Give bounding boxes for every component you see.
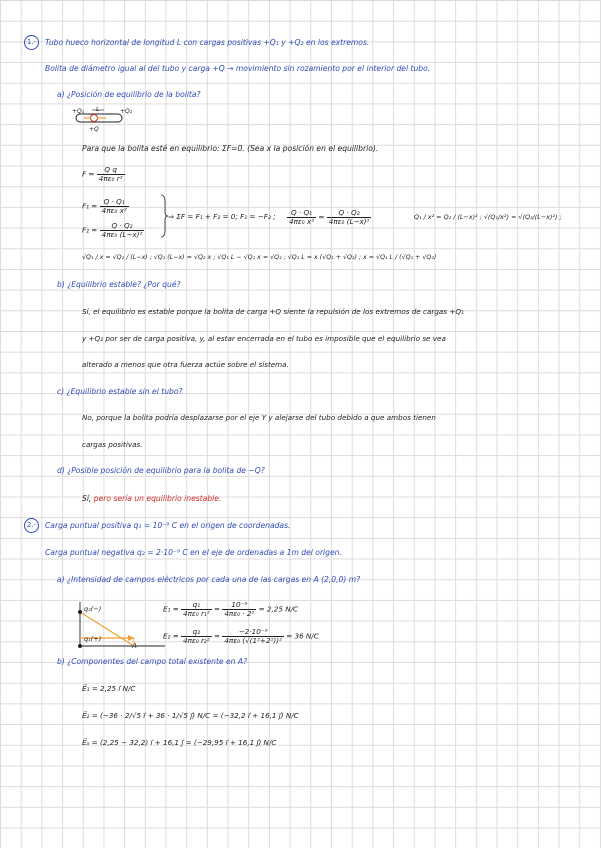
diagram-A-label: A [132, 642, 137, 650]
problem-number-1: 1.- [24, 35, 39, 50]
eq-F-den: 4πε₀ r² [98, 174, 123, 183]
eq-F1-den: 4πε₀ x² [101, 206, 127, 215]
eq-E1-equals: = [214, 604, 221, 614]
eq-F1-label: F₁ = [82, 201, 98, 211]
problem2-b-line1: E⃗₁ = 2,25 i⃗ N/C [82, 684, 136, 693]
eq-E1-result: = 2,25 N/C [258, 604, 299, 614]
eq-E2 [163, 628, 319, 645]
eq-F1 [82, 198, 129, 215]
problem2-line1: Carga puntual positiva q₁ = 10⁻⁹ C en el origen de coordenadas. [45, 521, 291, 530]
eq-E2-mid-num: −2·10⁻⁹ [222, 628, 284, 637]
eq-F2-label: F₂ = [82, 225, 98, 235]
problem1-line2: Bolita de diámetro igual al del tubo y carga +Q → movimiento sin rozamiento por el interior del tubo. [45, 64, 431, 73]
diagram-q2-label: q₂(−) [84, 605, 102, 613]
problem1-question-c: c) ¿Equilibrio estable sin el tubo? [57, 387, 183, 396]
problem2-line2: Carga puntual negativa q₂ = 2·10⁻⁹ C en el eje de ordenadas a 1m del origen. [45, 548, 342, 557]
problem1-question-b: b) ¿Equilibrio estable? ¿Por qué? [57, 280, 181, 289]
eq-ratio [287, 209, 371, 226]
brace [160, 194, 168, 238]
problem1-d-text [82, 494, 221, 504]
eq-E2-mid-den: 4πε₀ (√(1²+2²))² [224, 636, 282, 645]
problem1-question-d: d) ¿Posible posición de equilibrio para la bolita de −Q? [57, 466, 265, 475]
eq-simplified: Q₁ / x² = Q₂ / (L−x)² ; √(Q₁/x²) = √(Q₂/(L−x)²) ; [414, 213, 562, 221]
eq-ratio-left-den: 4πε₀ x² [289, 217, 315, 226]
problem1-b-text1: Sí, el equilibrio es estable porque la bolita de carga +Q siente la repulsión de los extremos de cargas +Q₁ [82, 307, 464, 316]
problem1-d-text-b: pero sería un equilibrio inestable. [91, 494, 222, 503]
eq-E1-mid-den: 4πε₀ · 2² [224, 609, 255, 618]
problem-number-2: 2.- [24, 518, 39, 533]
problem1-c-text2: cargas positivas. [82, 440, 143, 449]
problem1-d-text-a: Sí, [82, 494, 92, 503]
eq-F [82, 166, 125, 183]
eq-E1 [163, 601, 298, 618]
problem1-question-a: a) ¿Posición de equilibrio de la bolita? [57, 90, 201, 99]
eq-ratio-equals: = [318, 212, 325, 222]
eq-F-label: F = [82, 169, 95, 179]
eq-E1-label: E₁ = [163, 604, 179, 614]
diagram-q1-label: +Q₁ [72, 108, 85, 115]
eq-E2-label: E₂ = [163, 631, 179, 641]
problem2-question-b: b) ¿Componentes del campo total existente en A? [57, 657, 248, 666]
eq-ratio-left-num: Q · Q₁ [287, 209, 316, 218]
eq-E2-num: q₂ [181, 628, 212, 637]
problem1-a-text: Para que la bolita esté en equilibrio: ΣF=0. (Sea x la posición en el equilibrio). [82, 144, 379, 153]
eq-sum: ⇒ ΣF = F₁ + F₂ = 0; F₁ = −F₂ ; [168, 212, 276, 221]
eq-ratio-right-den: 4πε₀ (L−x)² [328, 217, 370, 226]
eq-F2-den: 4πε₀ (L−x)² [101, 230, 143, 239]
eq-F2-num: Q · Q₂ [100, 222, 145, 231]
problem1-b-text3: alterado a menos que otra fuerza actúe sobre el sistema. [82, 360, 289, 369]
eq-E2-equals: = [214, 631, 221, 641]
eq-line3: √Q₁ / x = √Q₂ / (L−x) ; √Q₁ (L−x) = √Q₂ x ; √Q₁ L − √Q₁ x = √Q₂ ; √Q₁ L = x (√Q₁ + √Q₂) ; x = √Q₁ L / (√Q₁ + √Q₂) [82, 254, 437, 261]
problem1-c-text1: No, porque la bolita podría desplazarse por el eje Y y alejarse del tubo debido a que ambos tienen [82, 413, 436, 422]
eq-E1-den: 4πε₀ r₁² [183, 609, 210, 618]
problem2-b-line3: E⃗ₐ = (2,25 − 32,2) i⃗ + 16,1 j⃗ = (−29,95 i⃗ + 16,1 j⃗) N/C [82, 738, 277, 747]
problem2-question-a: a) ¿Intensidad de campos eléctricos por cada una de las cargas en A (2,0,0) m? [57, 575, 361, 584]
eq-E2-result: = 36 N/C [286, 631, 319, 641]
problem1-line1: Tubo hueco horizontal de longitud L con cargas positivas +Q₁ y +Q₂ en los extremos. [45, 38, 370, 47]
diagram-q1-label: q₁(+) [84, 635, 102, 643]
eq-E1-mid-num: 10⁻⁹ [222, 601, 256, 610]
problem1-b-text2: y +Q₂ por ser de carga positiva, y, al estar encerrada en el tubo es imposible que el equilibrio se vea [82, 334, 446, 343]
eq-F1-num: Q · Q₁ [100, 198, 129, 207]
eq-F-num: Q q [97, 166, 125, 175]
eq-ratio-right-num: Q · Q₂ [327, 209, 372, 218]
eq-E2-den: 4πε₀ r₂² [183, 636, 210, 645]
diagram-L-label: L [96, 106, 100, 113]
problem2-b-line2: E⃗₂ = (−36 · 2/√5 i⃗ + 36 · 1/√5 j⃗) N/C = (−32,2 i⃗ + 16,1 j⃗) N/C [82, 711, 299, 720]
diagram-q-label: +Q [89, 126, 99, 133]
eq-E1-num: q₁ [181, 601, 212, 610]
diagram-q2-label: +Q₂ [120, 108, 133, 115]
eq-F2 [82, 222, 144, 239]
